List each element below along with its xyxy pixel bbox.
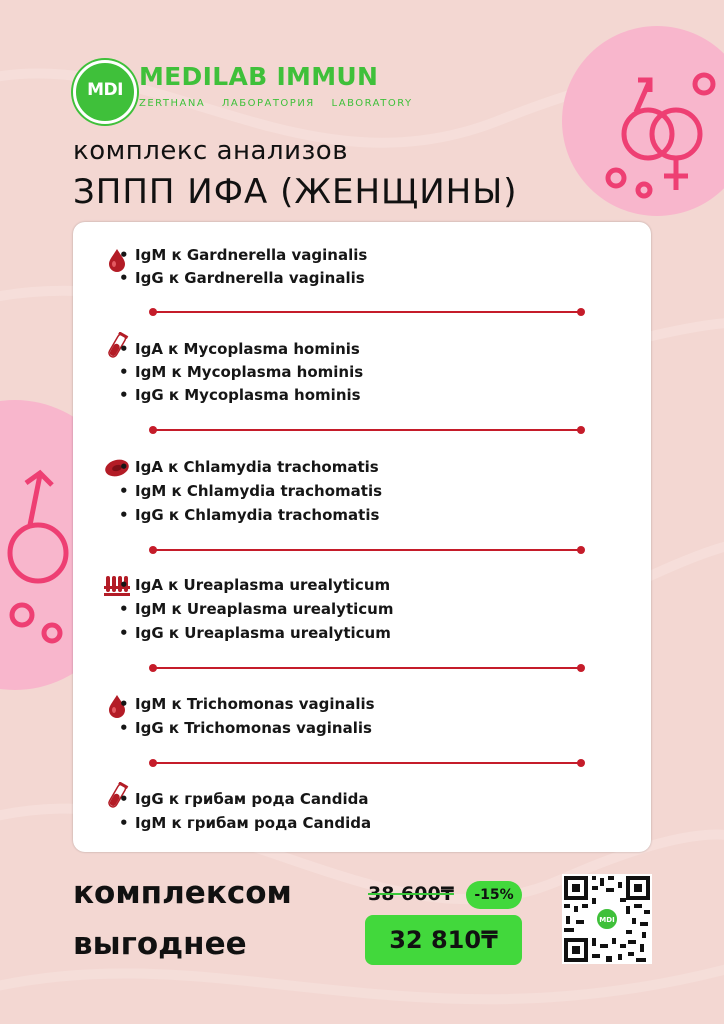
logo-name: MEDILAB IMMUN [139, 62, 379, 91]
analysis-item: • IgM к Gardnerella vaginalis [135, 246, 367, 264]
analysis-item: • IgG к Ureaplasma urealyticum [135, 624, 391, 642]
group-divider [153, 667, 581, 669]
analysis-item: • IgA к Ureaplasma urealyticum [135, 576, 390, 594]
analyses-card [73, 222, 651, 852]
analysis-item: • IgM к Ureaplasma urealyticum [135, 600, 393, 618]
group-divider [153, 429, 581, 431]
analysis-item: • IgA к Chlamydia trachomatis [135, 458, 379, 476]
qr-code-icon[interactable] [562, 874, 652, 964]
gender-symbols-icon [600, 60, 724, 210]
analysis-item: • IgM к Trichomonas vaginalis [135, 695, 375, 713]
qr-logo-text: MDI [599, 916, 615, 924]
analysis-item: • IgM к Mycoplasma hominis [135, 363, 363, 381]
new-price: 32 810₸ [365, 915, 522, 965]
logo-badge-text: MDI [87, 80, 123, 100]
page-subtitle: комплекс анализов [73, 136, 349, 166]
analysis-item: • IgG к Chlamydia trachomatis [135, 506, 379, 524]
page-title: ЗППП ИФА (ЖЕНЩИНЫ) [73, 172, 518, 212]
promo-line-2: выгоднее [73, 926, 247, 962]
logo-subtitle: ZERTHANA ЛАБОРАТОРИЯ LABORATORY [139, 98, 413, 109]
analysis-item: • IgG к Mycoplasma hominis [135, 386, 361, 404]
logo-badge [73, 60, 137, 124]
group-divider [153, 311, 581, 313]
analysis-item: • IgG к грибам рода Candida [135, 790, 368, 808]
analysis-item: • IgM к Chlamydia trachomatis [135, 482, 382, 500]
group-divider [153, 549, 581, 551]
group-divider [153, 762, 581, 764]
analysis-item: • IgM к грибам рода Candida [135, 814, 371, 832]
promo-line-1: комплексом [73, 875, 292, 911]
discount-badge: -15% [466, 881, 522, 909]
analysis-item: • IgG к Trichomonas vaginalis [135, 719, 372, 737]
old-price: 38 600₸ [368, 883, 454, 905]
brand-logo [73, 60, 473, 120]
analysis-item: • IgG к Gardnerella vaginalis [135, 269, 365, 287]
analysis-item: • IgA к Mycoplasma hominis [135, 340, 360, 358]
